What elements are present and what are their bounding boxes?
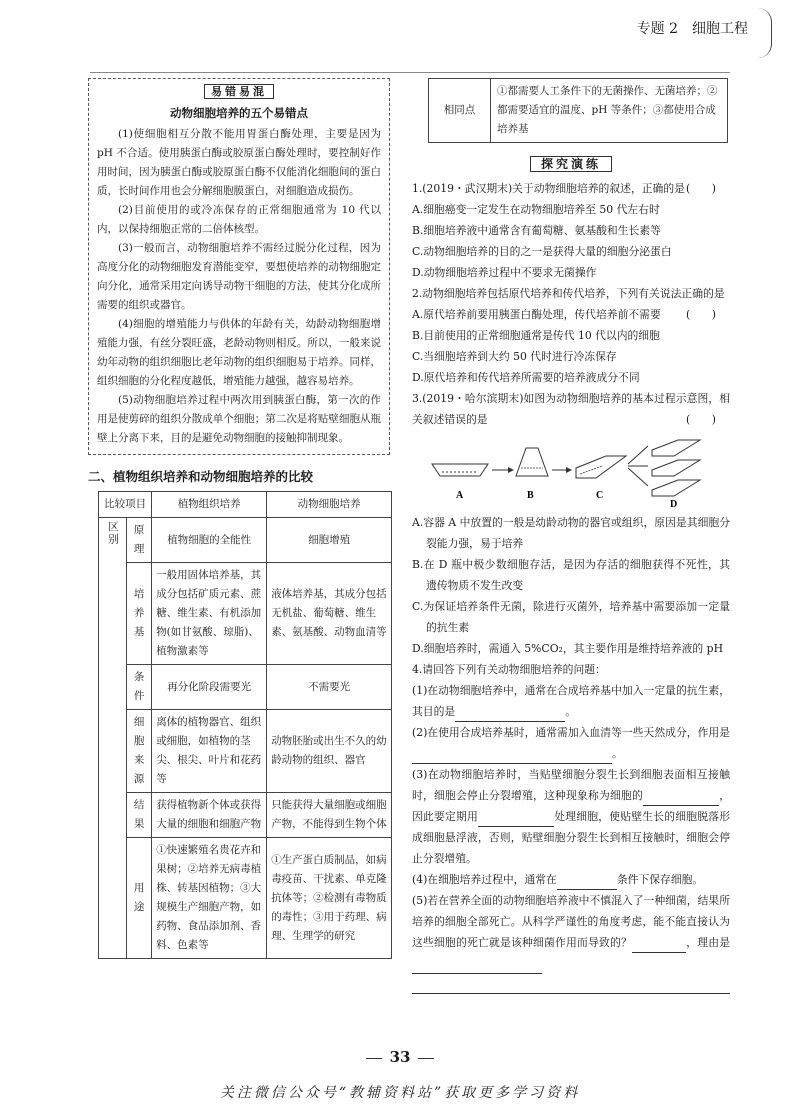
- group-label: 区别: [99, 518, 127, 959]
- box-tag: 易错易混: [97, 83, 381, 99]
- question-stem: 2.动物细胞培养包括原代培养和传代培养，下列有关说法正确的是 ( ): [412, 283, 730, 304]
- header-cell: 植物组织培养: [152, 492, 267, 518]
- footer-note: 关注微信公众号“教辅资料站”获取更多学习资料: [219, 1085, 581, 1101]
- container-a-dish: [432, 464, 488, 476]
- answer-blank[interactable]: [632, 939, 686, 953]
- header-cell: 比较项目: [99, 492, 152, 518]
- table-header-row: [99, 492, 392, 518]
- question-3: [412, 388, 730, 659]
- question-1: [412, 178, 730, 283]
- option: D.动物细胞培养过程中不要求无菌操作: [412, 266, 597, 279]
- question-stem: 1.(2019・武汉期末)关于动物细胞培养的叙述，正确的是 ( ): [412, 178, 730, 199]
- container-d-bottles: [652, 440, 700, 496]
- row-item: 条件: [127, 665, 152, 710]
- animal-cell: 细胞增殖: [267, 518, 392, 563]
- section-title: 二、植物组织培养和动物细胞培养的比较: [88, 469, 314, 484]
- plant-cell: 植物细胞的全能性: [152, 518, 267, 563]
- arrowhead: [566, 467, 572, 473]
- container-c-bottle: [576, 456, 626, 478]
- option: D.细胞培养时，需通入 5%CO₂，其主要作用是维持培养液的 pH: [412, 642, 723, 655]
- answer-blank[interactable]: [478, 813, 554, 827]
- question-4: [412, 659, 730, 994]
- option: A.原代培养前要用胰蛋白酶处理，传代培养前不需要: [412, 308, 661, 321]
- cell-culture-diagram: [426, 438, 716, 508]
- question-stem: 4.请回答下列有关动物细胞培养的问题：: [412, 663, 606, 676]
- sub-question-5: (5)若在营养全面的动物细胞培养液中不慎混入了一种细菌，结果所培养的细胞全部死亡。从科学严谨性的角度考虑，能不能直接认为这些细胞的死亡就是该种细菌作用而导致的？ ，理由是: [412, 890, 730, 974]
- animal-cell: 动物胚胎或出生不久的幼龄动物的组织、器官: [267, 710, 392, 793]
- plant-cell: 一般用固体培养基，其成分包括矿质元素、蔗糖、维生素、有机添加物(如甘氨酸、琼脂)、植物激素等: [152, 563, 267, 665]
- plant-cell: 获得植物新个体或获得大量的细胞和细胞产物: [152, 793, 267, 838]
- plant-cell: 再分化阶段需要光: [152, 665, 267, 710]
- same-label: 相同点: [429, 79, 491, 143]
- animal-cell: 只能获得大量细胞或细胞产物，不能得到生物个体: [267, 793, 392, 838]
- table-row: [99, 518, 392, 563]
- label-b: B: [527, 490, 534, 501]
- arrow-c-d3: [628, 468, 648, 486]
- error-point-5: (5)动物细胞培养过程中两次用到胰蛋白酶，第一次的作用是使剪碎的组织分散成单个细胞；第二次是将贴壁细胞从瓶壁上分离下来，目的是避免动物细胞的接触抑制现象。: [97, 394, 381, 444]
- error-point-3: (3)一般而言，动物细胞培养不需经过脱分化过程，因为高度分化的动物细胞发育潜能变窄，要想使培养的动物细胞定向分化，通常采用定向诱导动物干细胞的方法，使其分化成所需要的组织或器官。: [97, 242, 381, 311]
- label-a: A: [456, 490, 464, 501]
- answer-parentheses: ( ): [685, 308, 716, 321]
- option: C.动物细胞培养的目的之一是获得大量的细胞分泌蛋白: [412, 245, 672, 258]
- option: A.细胞癌变一定发生在动物细胞培养至 50 代左右时: [412, 203, 660, 216]
- answer-blank[interactable]: [455, 708, 565, 722]
- error-point-4: (4)细胞的增殖能力与供体的年龄有关，幼龄动物细胞增殖能力强，有丝分裂旺盛，老龄动物则相反。所以，一般来说幼年动物的组织细胞比老年动物的组织细胞易于培养。同样，组织细胞的分化程度越低，增殖能力越强，越容易培养。: [97, 318, 381, 387]
- sub-question-3: (3)在动物细胞培养时，当贴壁细胞分裂生长到细胞表面相互接触时，细胞会停止分裂增殖，这种现象称为细胞的 ，因此要定期用 处理细胞，使贴壁生长的细胞脱落形成细胞悬浮液，否则，贴壁细胞分裂生长到相互接触时，细胞会停止分裂增殖。: [412, 768, 730, 865]
- culture-process-svg: [426, 438, 716, 508]
- error-prone-box: [88, 78, 390, 455]
- option: A.容器 A 中放置的一般是幼龄动物的器官或组织，原因是其细胞分裂能力强，易于培养: [412, 516, 730, 550]
- answer-blank[interactable]: [557, 876, 617, 890]
- arrow-c-d1: [628, 446, 648, 464]
- sub-question-4: (4)在细胞培养过程中，通常在 条件下保存细胞。: [412, 869, 730, 890]
- option: B.在 D 瓶中极少数细胞存活，是因为存活的细胞获得不死性，其遗传物质不发生改变: [412, 558, 730, 592]
- label-d: D: [670, 499, 678, 508]
- header-cell: 动物细胞培养: [267, 492, 392, 518]
- row-item: 细胞来源: [127, 710, 152, 793]
- container-b-flask: [516, 448, 548, 476]
- animal-cell: 液体培养基，其成分包括无机盐、葡萄糖、维生素、氨基酸、动物血清等: [267, 563, 392, 665]
- arrowhead: [508, 467, 514, 473]
- answer-blank[interactable]: [412, 960, 542, 974]
- row-item: 原理: [127, 518, 152, 563]
- animal-cell: 不需要光: [267, 665, 392, 710]
- error-point-1: (1)使细胞相互分散不能用胃蛋白酶处理，主要是因为 pH 不合适。使用胰蛋白酶或胶原蛋白酶处理时，要控制好作用时间，因为胰蛋白酶或胶原蛋白酶不仅能消化细胞间的蛋白质，长时间作用也会分解细胞膜蛋白，对细胞造成损伤。: [97, 128, 381, 197]
- sub-question-2: (2)在使用合成培养基时，通常需加入血清等一些天然成分，作用是。: [412, 722, 730, 764]
- page-number: 33: [0, 1048, 800, 1066]
- row-item: 结果: [127, 793, 152, 838]
- box-title: 动物细胞培养的五个易错点: [170, 106, 308, 120]
- table-row: [99, 710, 392, 793]
- label-c: C: [596, 490, 604, 501]
- sub-question-1: (1)在动物细胞培养中，通常在合成培养基中加入一定量的抗生素，其目的是 。: [412, 680, 730, 722]
- similarities-table: [428, 78, 728, 143]
- table-row: [99, 665, 392, 710]
- answer-blank[interactable]: [643, 792, 719, 806]
- answer-line[interactable]: [412, 976, 730, 994]
- table-row: [429, 79, 728, 143]
- right-column: [412, 78, 730, 994]
- table-row: [99, 793, 392, 838]
- header-bracket-decoration: [758, 8, 772, 58]
- practice-tag: 探究演练: [412, 155, 730, 172]
- row-item: 用途: [127, 838, 152, 959]
- same-text: ①都需要人工条件下的无菌操作、无菌培养；②都需要适宜的温度、pH 等条件；③都使用合成培养基: [491, 79, 728, 143]
- option: C.为保证培养条件无菌，除进行灭菌外，培养基中需要添加一定量的抗生素: [412, 600, 730, 634]
- comparison-table: [98, 491, 392, 959]
- question-2: [412, 283, 730, 388]
- animal-cell: ①生产蛋白质制品，如病毒疫苗、干扰素、单克隆抗体等；②检测有毒物质的毒性；③用于药理、病理、生理学的研究: [267, 838, 392, 959]
- question-stem: 3.(2019・哈尔滨期末)如图为动物细胞培养的基本过程示意图，相关叙述错误的是 ( ): [412, 388, 730, 430]
- header-divider: [90, 72, 730, 73]
- plant-cell: 离体的植物器官、组织或细胞，如植物的茎尖、根尖、叶片和花药等: [152, 710, 267, 793]
- option: C.当细胞培养到大约 50 代时进行冷冻保存: [412, 350, 617, 363]
- answer-parentheses: ( ): [685, 413, 716, 426]
- option: B.细胞培养液中通常含有葡萄糖、氨基酸和生长素等: [412, 224, 661, 237]
- running-header: 专题 2 细胞工程: [636, 21, 748, 37]
- answer-parentheses: ( ): [685, 182, 716, 195]
- table-row: [99, 563, 392, 665]
- plant-cell: ①快速繁殖名贵花卉和果树；②培养无病毒植株、转基因植物；③大规模生产细胞产物，如药物、食品添加剂、香料、色素等: [152, 838, 267, 959]
- table-row: [99, 838, 392, 959]
- error-point-2: (2)目前使用的或冷冻保存的正常细胞通常为 10 代以内，以保持细胞正常的二倍体核型。: [97, 204, 381, 235]
- answer-blank[interactable]: [412, 750, 612, 764]
- option: B.目前使用的正常细胞通常是传代 10 代以内的细胞: [412, 329, 660, 342]
- row-item: 培养基: [127, 563, 152, 665]
- left-column: [88, 78, 390, 959]
- option: D.原代培养和传代培养所需要的培养液成分不同: [412, 371, 640, 384]
